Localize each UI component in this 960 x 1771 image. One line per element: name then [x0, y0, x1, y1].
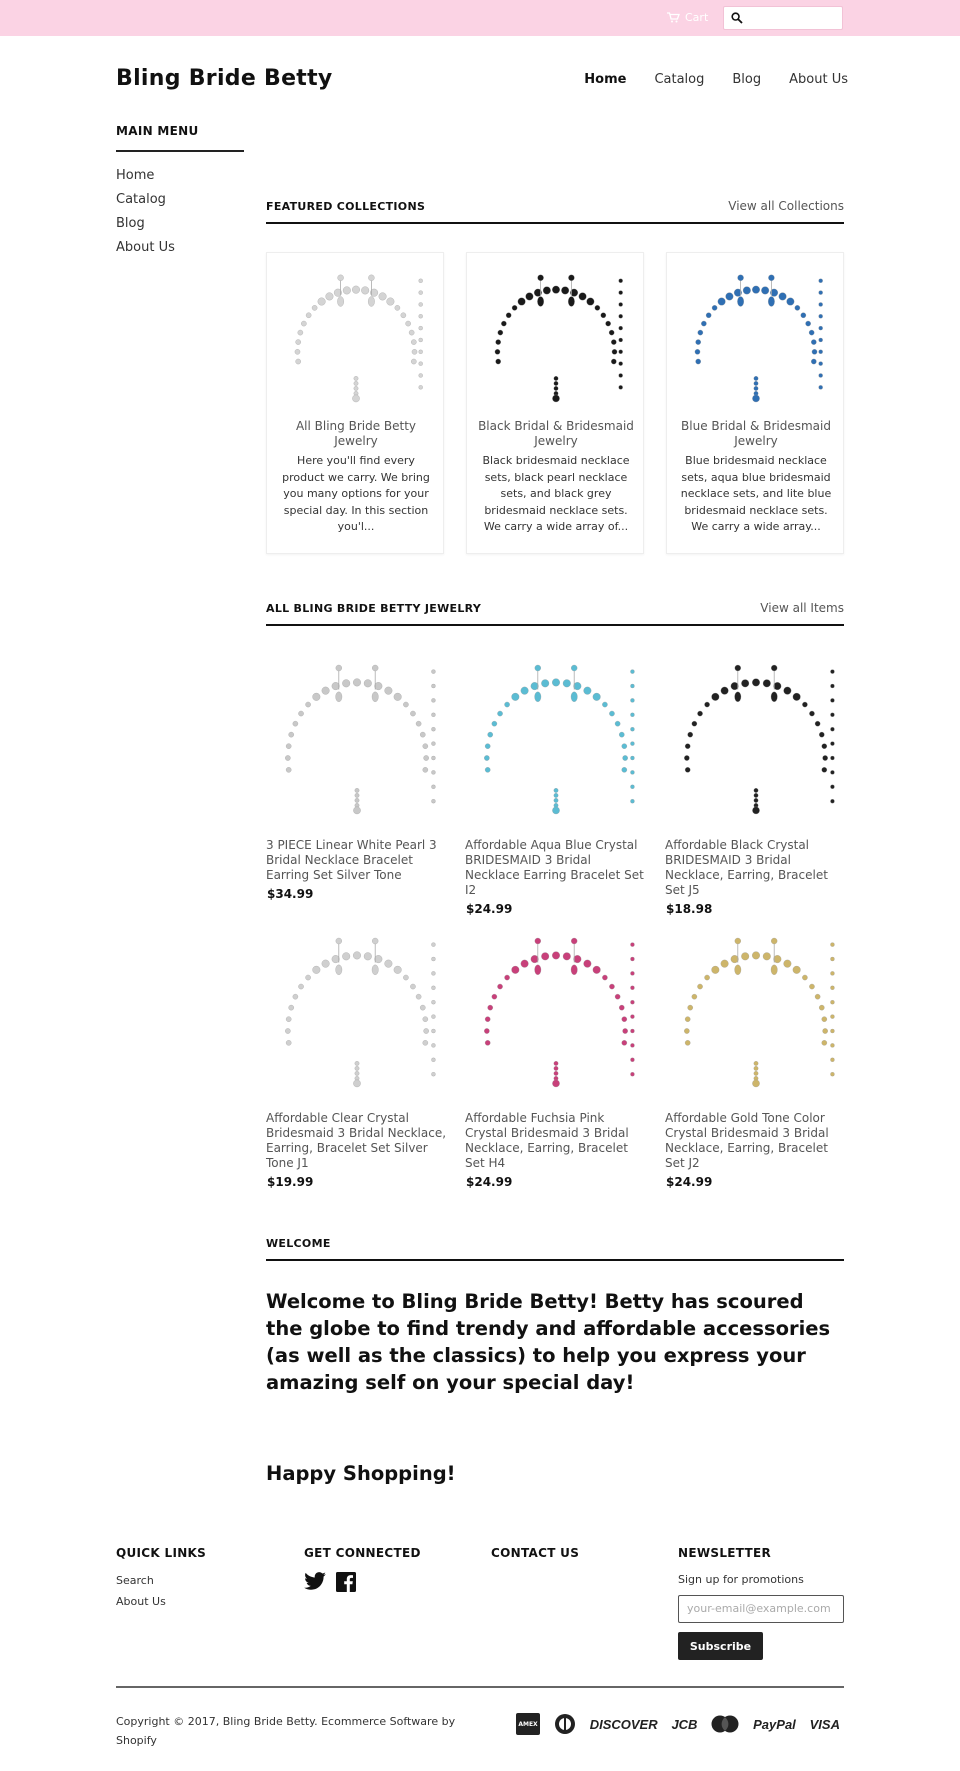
featured-collections-header	[266, 200, 844, 224]
all-jewelry-title: ALL BLING BRIDE BETTY JEWELRY	[266, 602, 482, 615]
product-card[interactable]	[665, 650, 847, 916]
collection-description: Blue bridesmaid necklace sets, aqua blue bridesmaid necklace sets, and lite blue bridesmaid necklace sets. We carry a wide array...	[680, 454, 832, 533]
twitter-icon[interactable]	[304, 1572, 326, 1590]
product-card[interactable]	[665, 923, 847, 1189]
amex-icon	[516, 1713, 540, 1735]
product-price: $24.99	[466, 902, 513, 916]
product-image[interactable]	[665, 650, 847, 830]
welcome-title: WELCOME	[266, 1237, 331, 1250]
contact-us-title: CONTACT US	[491, 1546, 580, 1560]
footer-link-about-us[interactable]: About Us	[116, 1595, 166, 1608]
product-name[interactable]: Affordable Aqua Blue Crystal BRIDESMAID 3 Bridal Necklace Earring Bracelet Set I2	[465, 838, 644, 897]
sidebar-title: MAIN MENU	[116, 124, 244, 152]
collection-description: Black bridesmaid necklace sets, black pearl necklace sets, and black grey bridesmaid necklace sets. We carry a wide array of...	[482, 454, 630, 533]
product-image[interactable]	[266, 923, 448, 1103]
product-price: $34.99	[267, 887, 314, 901]
featured-collections-title: FEATURED COLLECTIONS	[266, 200, 426, 213]
copyright-text: Copyright © 2017, Bling Bride Betty. Ecommerce Software by Shopify	[116, 1715, 456, 1747]
get-connected-title: GET CONNECTED	[304, 1546, 421, 1560]
cart-icon	[667, 12, 680, 23]
paypal-icon: PayPal	[753, 1716, 796, 1732]
newsletter-title: NEWSLETTER	[678, 1546, 772, 1560]
search-icon[interactable]	[731, 12, 743, 24]
product-card[interactable]	[465, 650, 647, 916]
newsletter-email-input[interactable]: your-email@example.com	[678, 1595, 844, 1623]
sidebar-item-catalog[interactable]: Catalog	[116, 192, 166, 207]
product-image[interactable]	[465, 650, 647, 830]
nav-catalog[interactable]: Catalog	[654, 72, 705, 87]
collection-description: Here you'll find every product we carry. We bring you many options for your special day. In this section you'l...	[282, 454, 430, 533]
sidebar-item-about-us[interactable]: About Us	[116, 240, 175, 255]
main-nav	[560, 72, 848, 87]
collection-card[interactable]	[466, 252, 644, 554]
collection-image[interactable]	[279, 263, 433, 411]
sidebar-item-home[interactable]: Home	[116, 168, 155, 183]
sidebar-menu	[116, 166, 244, 262]
product-card[interactable]	[266, 923, 448, 1189]
quick-links-title: QUICK LINKS	[116, 1546, 207, 1560]
jcb-icon: JCB	[671, 1716, 698, 1732]
search-input[interactable]	[748, 9, 838, 27]
footer-quick-links	[116, 1546, 206, 1614]
cart-link[interactable]	[667, 11, 708, 24]
collection-card[interactable]	[266, 252, 444, 554]
product-price: $18.98	[666, 902, 713, 916]
collection-image[interactable]	[479, 263, 633, 411]
collection-title[interactable]: All Bling Bride Betty Jewelry	[295, 419, 417, 448]
sidebar	[116, 124, 244, 262]
diners-club-icon	[554, 1713, 576, 1735]
search-box[interactable]	[723, 6, 843, 30]
collection-title[interactable]: Black Bridal & Bridesmaid Jewelry	[478, 419, 634, 448]
product-name[interactable]: Affordable Black Crystal BRIDESMAID 3 Bridal Necklace, Earring, Bracelet Set J5	[665, 838, 828, 897]
payment-icons	[516, 1712, 840, 1736]
svg-text:AMEX: AMEX	[518, 1721, 538, 1728]
cart-label: Cart	[685, 11, 709, 24]
top-bar	[0, 0, 960, 36]
view-all-collections-link[interactable]: View all Collections	[728, 199, 844, 213]
product-name[interactable]: Affordable Clear Crystal Bridesmaid 3 Bridal Necklace, Earring, Bracelet Set Silver Tone J1	[266, 1111, 447, 1170]
footer-link-search[interactable]: Search	[116, 1574, 154, 1587]
welcome-header	[266, 1237, 844, 1261]
product-name[interactable]: Affordable Gold Tone Color Crystal Bridesmaid 3 Bridal Necklace, Earring, Bracelet Set J2	[665, 1111, 829, 1170]
product-name[interactable]: Affordable Fuchsia Pink Crystal Bridesmaid 3 Bridal Necklace, Earring, Bracelet Set H4	[465, 1111, 629, 1170]
discover-icon: DISCOVER	[589, 1716, 658, 1732]
product-name[interactable]: 3 PIECE Linear White Pearl 3 Bridal Necklace Bracelet Earring Set Silver Tone	[266, 838, 437, 882]
footer-get-connected	[304, 1546, 421, 1592]
happy-shopping-text: Happy Shopping!	[266, 1462, 456, 1485]
nav-blog[interactable]: Blog	[732, 72, 762, 87]
product-image[interactable]	[465, 923, 647, 1103]
product-image[interactable]	[266, 650, 448, 830]
visa-icon: VISA	[809, 1716, 840, 1732]
newsletter-label: Sign up for promotions	[678, 1573, 804, 1586]
product-card[interactable]	[465, 923, 647, 1189]
footer-divider	[116, 1686, 844, 1688]
product-price: $24.99	[666, 1175, 713, 1189]
site-logo[interactable]: Bling Bride Betty	[116, 66, 333, 91]
product-price: $24.99	[466, 1175, 513, 1189]
collection-image[interactable]	[679, 263, 833, 411]
welcome-text: Welcome to Bling Bride Betty! Betty has scoured the globe to find trendy and affordable accessories (as well as the classics) to help you express your amazing self on your special day!	[266, 1290, 831, 1394]
facebook-icon[interactable]	[336, 1572, 356, 1592]
nav-about-us[interactable]: About Us	[789, 72, 848, 87]
footer-contact-us	[491, 1546, 579, 1560]
all-jewelry-header	[266, 602, 844, 626]
product-image[interactable]	[665, 923, 847, 1103]
sidebar-item-blog[interactable]: Blog	[116, 216, 145, 231]
product-card[interactable]	[266, 650, 448, 901]
mastercard-icon	[711, 1715, 739, 1733]
collection-card[interactable]	[666, 252, 844, 554]
view-all-items-link[interactable]: View all Items	[760, 601, 844, 615]
collection-title[interactable]: Blue Bridal & Bridesmaid Jewelry	[681, 419, 831, 448]
nav-home[interactable]: Home	[584, 72, 627, 87]
subscribe-button[interactable]: Subscribe	[678, 1632, 763, 1660]
footer-newsletter	[678, 1546, 844, 1660]
product-price: $19.99	[267, 1175, 314, 1189]
